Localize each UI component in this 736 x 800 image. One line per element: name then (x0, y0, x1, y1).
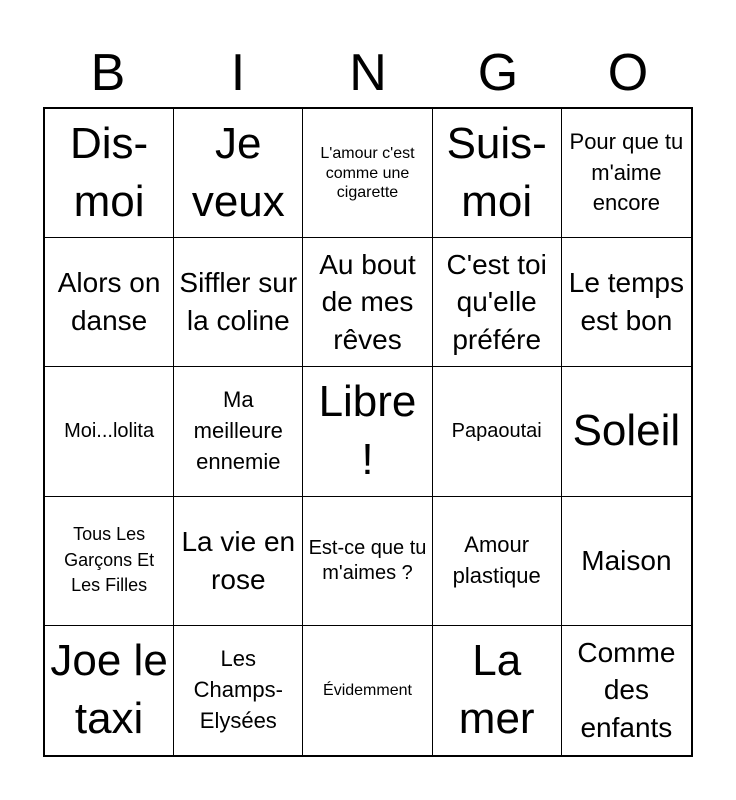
bingo-cell-r2-c2[interactable]: Siffler sur la coline (174, 238, 303, 367)
bingo-board (43, 107, 693, 757)
bingo-cell-r1-c1[interactable]: Dis-moi (45, 109, 174, 238)
bingo-cell-r1-c3[interactable]: L'amour c'est comme une cigarette (303, 109, 432, 238)
bingo-cell-r3-c3[interactable]: Libre ! (303, 367, 432, 496)
bingo-cell-r4-c4[interactable]: Amour plastique (433, 497, 562, 626)
bingo-cell-r2-c5[interactable]: Le temps est bon (562, 238, 691, 367)
header-letter-n: N (349, 44, 387, 102)
bingo-cell-r4-c1[interactable]: Tous Les Garçons Et Les Filles (45, 497, 174, 626)
header-letter-g: G (477, 44, 519, 102)
bingo-cell-r1-c4[interactable]: Suis-moi (433, 109, 562, 238)
bingo-cell-r5-c5[interactable]: Comme des enfants (577, 636, 676, 744)
bingo-cell-r3-c1[interactable]: Moi...lolita (45, 367, 174, 496)
bingo-cell-r4-c2[interactable]: La vie en rose (174, 497, 303, 626)
bingo-cell-r1-c5[interactable]: Pour que tu m'aime encore (562, 109, 691, 238)
bingo-cell-r2-c1[interactable]: Alors on danse (45, 238, 174, 367)
bingo-cell-r1-c2[interactable]: Je veux (174, 109, 303, 238)
bingo-cell-r4-c3[interactable]: Est-ce que tu m'aimes ? (303, 497, 432, 626)
bingo-cell-r2-c3[interactable]: Au bout de mes rêves (303, 238, 432, 367)
bingo-cell-r3-c2[interactable]: Ma meilleure ennemie (174, 367, 303, 496)
bingo-cell-r4-c5[interactable]: Maison (562, 497, 691, 626)
bingo-cell-r3-c5[interactable]: Soleil (562, 367, 691, 496)
bingo-cell-r5-c3[interactable]: Évidemment (303, 626, 432, 755)
bingo-cell-r5-c2[interactable]: Les Champs-Elysées (174, 626, 303, 755)
header-letter-i: I (230, 44, 246, 102)
bingo-cell-r5-c4[interactable]: La mer (433, 626, 562, 755)
bingo-cell-r2-c4[interactable]: C'est toi qu'elle préfére (433, 238, 562, 367)
header-letter-b: B (90, 44, 126, 102)
bingo-cell-r3-c4[interactable]: Papaoutai (433, 367, 562, 496)
bingo-cell-r5-c1[interactable]: Joe le taxi (45, 626, 174, 755)
header-letter-o: O (607, 44, 649, 102)
bingo-header (43, 40, 693, 108)
